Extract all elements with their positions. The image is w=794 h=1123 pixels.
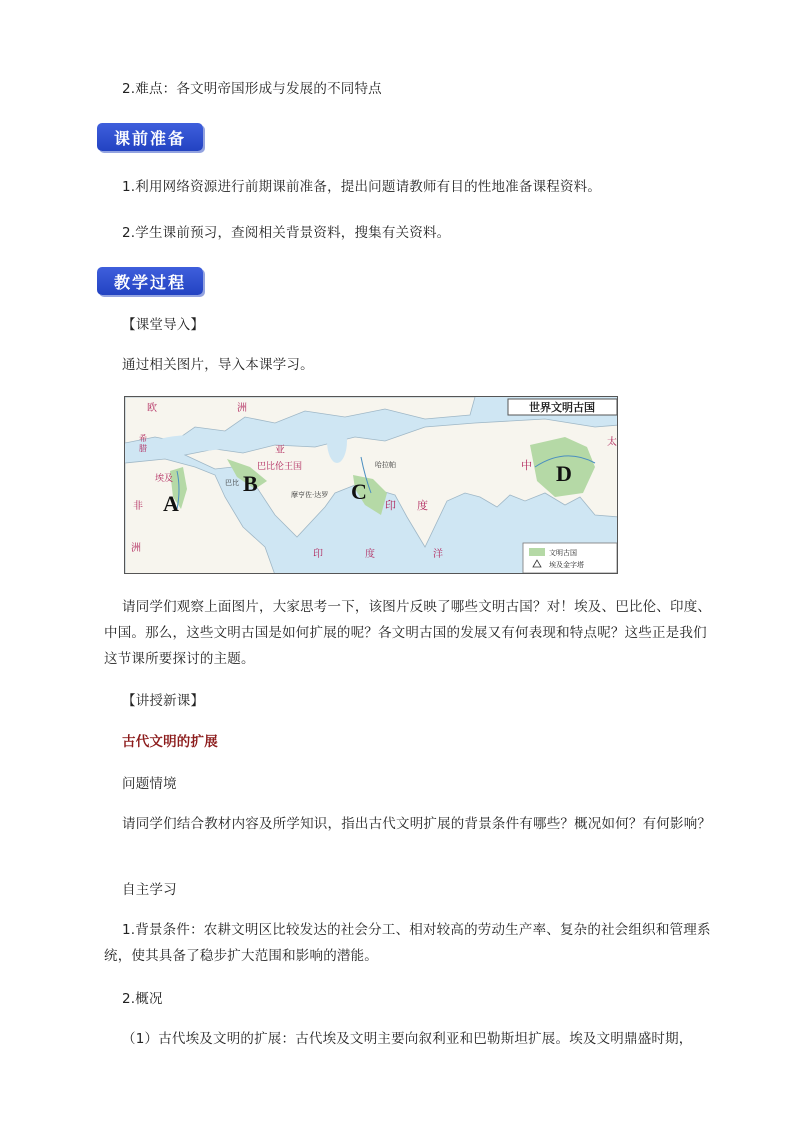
legend-civ-swatch [529, 548, 545, 556]
label-ocean-yin: 印 [313, 549, 323, 560]
section-title: 古代文明的扩展 [122, 734, 218, 750]
marker-c: C [351, 479, 367, 504]
map-svg [125, 397, 618, 574]
label-ocean-du: 度 [365, 549, 375, 560]
civilizations-map [124, 396, 618, 574]
difficulty-line: 2.难点：各文明帝国形成与发展的不同特点 [122, 81, 382, 97]
lecture-heading: 【讲授新课】 [122, 693, 205, 709]
background-paragraph: 1.背景条件：农耕文明区比较发达的社会分工、相对较高的劳动生产率、复杂的社会组织和管理系统，使其具备了稳步扩大范围和影响的潜能。 [104, 922, 711, 964]
label-babylon: 巴比伦王国 [257, 462, 303, 472]
label-xi: 希 [139, 434, 147, 443]
label-zhong: 中 [521, 459, 532, 472]
label-harappa: 哈拉帕 [375, 461, 396, 469]
legend-civ-label: 文明古国 [549, 549, 577, 557]
label-ocean-yang: 洋 [433, 549, 443, 560]
overview-label: 2.概况 [122, 991, 163, 1007]
question-paragraph: 请同学们结合教材内容及所学知识，指出古代文明扩展的背景条件有哪些？概况如何？有何影响？ [122, 816, 712, 832]
label-zhou-left: 洲 [131, 543, 141, 554]
marker-a: A [163, 491, 179, 516]
marker-b: B [243, 471, 258, 496]
process-banner: 教学过程 [97, 267, 203, 295]
label-zhou-top: 洲 [237, 403, 247, 414]
label-la: 腊 [139, 444, 147, 453]
map-title: 世界文明古国 [529, 401, 595, 414]
prep-item-2: 2.学生课前预习，查阅相关背景资料，搜集有关资料。 [122, 225, 451, 241]
intro-text: 通过相关图片，导入本课学习。 [122, 357, 314, 373]
egypt-paragraph: （1）古代埃及文明的扩展：古代埃及文明主要向叙利亚和巴勒斯坦扩展。埃及文明鼎盛时期， [122, 1031, 693, 1047]
label-egypt: 埃及 [155, 474, 174, 484]
observe-paragraph: 请同学们观察上面图片，大家思考一下，该图片反映了哪些文明古国？对！埃及、巴比伦、印度、中国。那么，这些文明古国是如何扩展的呢？各文明古国的发展又有何表现和特点呢？这些正是我们这节课所要探讨的主题。 [104, 599, 712, 667]
marker-d: D [556, 461, 572, 486]
label-ya: 亚 [275, 445, 285, 456]
intro-heading: 【课堂导入】 [122, 317, 205, 333]
label-yin: 印 [385, 499, 396, 512]
mediterranean-sea [155, 435, 235, 451]
label-tai: 太 [607, 437, 617, 448]
prep-banner: 课前准备 [97, 123, 203, 151]
scenario-label: 问题情境 [122, 776, 177, 792]
label-du: 度 [417, 499, 428, 512]
self-study-label: 自主学习 [122, 882, 177, 898]
label-fei: 非 [133, 501, 143, 512]
legend-pyramid-label: 埃及金字塔 [549, 561, 584, 569]
prep-item-1: 1.利用网络资源进行前期课前准备，提出问题请教师有目的性地准备课程资料。 [122, 179, 602, 195]
label-babi: 巴比 [225, 479, 239, 487]
label-ou: 欧 [147, 403, 157, 414]
label-mohenjo: 摩亨佐·达罗 [291, 491, 329, 499]
caspian-sea [327, 419, 347, 463]
